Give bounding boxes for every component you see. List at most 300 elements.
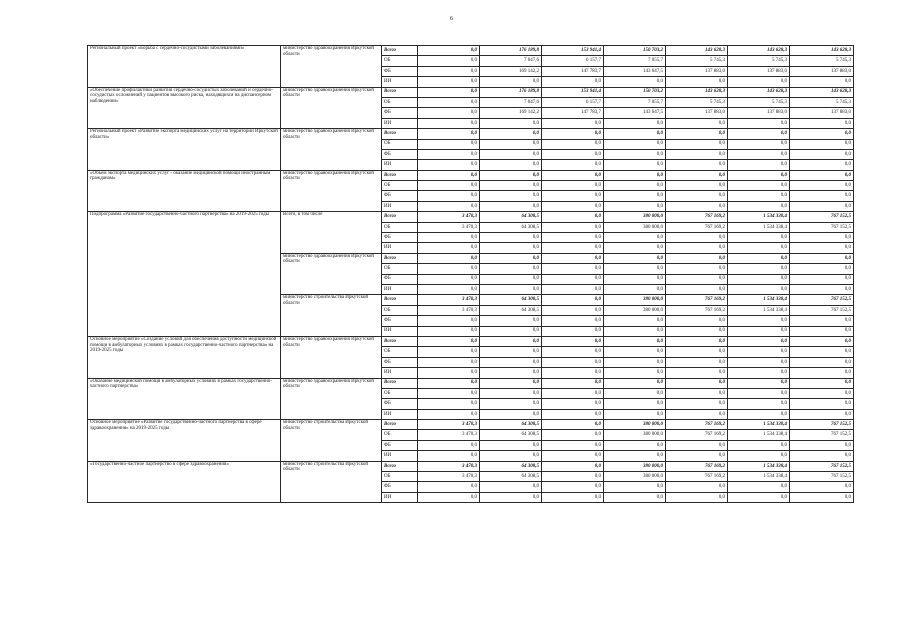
value-cell: 5 745,3 <box>790 56 854 66</box>
value-cell: 137 883,0 <box>790 108 854 118</box>
funding-source-cell: ИИ <box>382 492 418 502</box>
funding-source-cell: ИИ <box>382 118 418 128</box>
value-cell: 0,0 <box>790 243 854 253</box>
value-cell: 0,0 <box>728 388 790 398</box>
value-cell: 0,0 <box>728 492 790 502</box>
value-cell: 0,0 <box>542 118 604 128</box>
value-cell: 0,0 <box>542 347 604 357</box>
value-cell: 1 534 338,4 <box>728 295 790 305</box>
program-name-cell: «Оказание медицинской помощи в амбулаторных условиях в рамках государственно-частного партнерства» <box>88 378 281 420</box>
value-cell: 0,0 <box>790 129 854 139</box>
value-cell: 0,0 <box>480 347 542 357</box>
funding-source-cell: Всего <box>382 253 418 263</box>
value-cell: 0,0 <box>728 482 790 492</box>
value-cell: 0,0 <box>542 326 604 336</box>
funding-source-cell: ИИ <box>382 243 418 253</box>
funding-source-cell: ФБ <box>382 357 418 367</box>
value-cell: 0,0 <box>790 357 854 367</box>
value-cell: 0,0 <box>542 160 604 170</box>
value-cell: 143 628,3 <box>728 87 790 97</box>
value-cell: 64 308,5 <box>480 420 542 430</box>
value-cell: 0,0 <box>418 191 480 201</box>
program-name-cell: «Обеспечение профилактики развития сердечно-сосудистых заболеваний и сердечно-сосудистых осложнений у пациентов высокого риска, находящихся на диспансерном наблюдении» <box>88 87 281 129</box>
value-cell: 0,0 <box>604 357 666 367</box>
table-row <box>88 336 854 346</box>
value-cell: 0,0 <box>666 482 728 492</box>
program-name-cell: Основное мероприятие «Создание условий для обеспечения доступности медицинской помощи в амбулаторных условиях в рамках государственно-частного партнерства» на 2019-2025 годы <box>88 336 281 378</box>
executor-cell: министерство здравоохранения Иркутской области <box>281 336 382 378</box>
funding-source-cell: ФБ <box>382 274 418 284</box>
value-cell: 0,0 <box>542 233 604 243</box>
value-cell: 767 169,2 <box>666 420 728 430</box>
value-cell: 0,0 <box>666 451 728 461</box>
value-cell: 0,0 <box>790 326 854 336</box>
value-cell: 3 470,3 <box>418 472 480 482</box>
value-cell: 0,0 <box>728 139 790 149</box>
value-cell: 153 941,4 <box>542 87 604 97</box>
value-cell: 0,0 <box>666 388 728 398</box>
value-cell: 380 000,0 <box>604 430 666 440</box>
value-cell: 0,0 <box>480 368 542 378</box>
value-cell: 0,0 <box>418 451 480 461</box>
value-cell: 0,0 <box>790 492 854 502</box>
value-cell: 0,0 <box>480 482 542 492</box>
value-cell: 0,0 <box>418 118 480 128</box>
value-cell: 0,0 <box>728 357 790 367</box>
value-cell: 0,0 <box>666 170 728 180</box>
value-cell: 380 000,0 <box>604 212 666 222</box>
program-name-cell: «Объем экспорта медицинских услуг - оказание медицинской помощи иностранным гражданам» <box>88 170 281 212</box>
funding-source-cell: Всего <box>382 420 418 430</box>
value-cell: 0,0 <box>604 233 666 243</box>
value-cell: 0,0 <box>542 129 604 139</box>
value-cell: 1 534 338,4 <box>728 430 790 440</box>
value-cell: 0,0 <box>790 139 854 149</box>
value-cell: 176 189,8 <box>480 46 542 56</box>
value-cell: 0,0 <box>542 274 604 284</box>
funding-source-cell: Всего <box>382 170 418 180</box>
table-row <box>88 461 854 471</box>
program-name-cell: «Государственно-частное партнерство в сфере здравоохранения» <box>88 461 281 503</box>
value-cell: 0,0 <box>790 264 854 274</box>
value-cell: 0,0 <box>418 56 480 66</box>
value-cell: 0,0 <box>418 77 480 87</box>
value-cell: 0,0 <box>542 378 604 388</box>
funding-source-cell: ОБ <box>382 97 418 107</box>
value-cell: 0,0 <box>728 77 790 87</box>
value-cell: 0,0 <box>666 492 728 502</box>
program-name-cell: Основное мероприятие «Развитие государственно-частного партнерства в сфере здравоохранения» на 2019-2025 годы <box>88 420 281 462</box>
value-cell: 5 745,3 <box>666 56 728 66</box>
value-cell: 0,0 <box>542 139 604 149</box>
funding-source-cell: ОБ <box>382 56 418 66</box>
value-cell: 0,0 <box>480 492 542 502</box>
page-number: 6 <box>450 16 453 22</box>
funding-source-cell: Всего <box>382 212 418 222</box>
value-cell: 137 883,0 <box>790 66 854 76</box>
value-cell: 0,0 <box>542 149 604 159</box>
funding-source-cell: ФБ <box>382 66 418 76</box>
value-cell: 0,0 <box>418 149 480 159</box>
value-cell: 0,0 <box>418 316 480 326</box>
value-cell: 0,0 <box>480 77 542 87</box>
funding-source-cell: ОБ <box>382 305 418 315</box>
table-row <box>88 170 854 180</box>
value-cell: 0,0 <box>790 316 854 326</box>
value-cell: 64 308,5 <box>480 212 542 222</box>
value-cell: 0,0 <box>666 129 728 139</box>
value-cell: 0,0 <box>666 336 728 346</box>
value-cell: 0,0 <box>790 253 854 263</box>
value-cell: 0,0 <box>542 399 604 409</box>
value-cell: 767 152,5 <box>790 472 854 482</box>
value-cell: 767 152,5 <box>790 430 854 440</box>
value-cell: 0,0 <box>728 253 790 263</box>
value-cell: 0,0 <box>790 451 854 461</box>
value-cell: 143 628,3 <box>790 87 854 97</box>
value-cell: 0,0 <box>480 191 542 201</box>
value-cell: 0,0 <box>542 451 604 461</box>
value-cell: 5 745,3 <box>666 97 728 107</box>
value-cell: 0,0 <box>666 357 728 367</box>
value-cell: 0,0 <box>542 243 604 253</box>
value-cell: 0,0 <box>790 378 854 388</box>
value-cell: 0,0 <box>542 420 604 430</box>
funding-source-cell: ОБ <box>382 222 418 232</box>
value-cell: 143 647,5 <box>604 108 666 118</box>
value-cell: 0,0 <box>604 316 666 326</box>
funding-source-cell: ИИ <box>382 77 418 87</box>
value-cell: 0,0 <box>418 264 480 274</box>
table-row <box>88 87 854 97</box>
value-cell: 0,0 <box>666 77 728 87</box>
value-cell: 137 883,0 <box>728 108 790 118</box>
funding-source-cell: ФБ <box>382 149 418 159</box>
funding-source-cell: ОБ <box>382 430 418 440</box>
value-cell: 0,0 <box>728 233 790 243</box>
value-cell: 137 883,0 <box>666 66 728 76</box>
value-cell: 0,0 <box>604 336 666 346</box>
value-cell: 0,0 <box>666 264 728 274</box>
value-cell: 1 534 338,4 <box>728 305 790 315</box>
value-cell: 0,0 <box>542 284 604 294</box>
value-cell: 0,0 <box>728 399 790 409</box>
value-cell: 0,0 <box>418 243 480 253</box>
funding-source-cell: ИИ <box>382 409 418 419</box>
value-cell: 7 055,7 <box>604 56 666 66</box>
executor-cell: министерство здравоохранения Иркутской области <box>281 170 382 212</box>
value-cell: 0,0 <box>728 316 790 326</box>
executor-cell: министерство строительства Иркутской области <box>281 420 382 462</box>
executor-cell: министерство здравоохранения Иркутской области <box>281 87 382 129</box>
funding-source-cell: ФБ <box>382 233 418 243</box>
value-cell: 0,0 <box>418 440 480 450</box>
value-cell: 0,0 <box>542 170 604 180</box>
value-cell: 0,0 <box>666 347 728 357</box>
value-cell: 0,0 <box>728 129 790 139</box>
value-cell: 0,0 <box>666 440 728 450</box>
value-cell: 0,0 <box>790 118 854 128</box>
value-cell: 0,0 <box>542 77 604 87</box>
value-cell: 64 308,5 <box>480 472 542 482</box>
value-cell: 143 628,3 <box>728 46 790 56</box>
value-cell: 0,0 <box>666 253 728 263</box>
funding-source-cell: ОБ <box>382 472 418 482</box>
value-cell: 767 152,5 <box>790 212 854 222</box>
value-cell: 1 534 338,4 <box>728 222 790 232</box>
value-cell: 0,0 <box>480 409 542 419</box>
value-cell: 176 189,8 <box>480 87 542 97</box>
value-cell: 0,0 <box>604 181 666 191</box>
value-cell: 0,0 <box>418 87 480 97</box>
budget-table <box>87 45 854 503</box>
value-cell: 0,0 <box>604 149 666 159</box>
value-cell: 0,0 <box>542 181 604 191</box>
value-cell: 0,0 <box>728 368 790 378</box>
value-cell: 0,0 <box>604 326 666 336</box>
executor-cell: министерство здравоохранения Иркутской области <box>281 378 382 420</box>
value-cell: 0,0 <box>790 409 854 419</box>
value-cell: 380 000,0 <box>604 305 666 315</box>
value-cell: 0,0 <box>666 378 728 388</box>
value-cell: 0,0 <box>604 201 666 211</box>
value-cell: 0,0 <box>418 170 480 180</box>
value-cell: 0,0 <box>604 118 666 128</box>
value-cell: 767 169,2 <box>666 461 728 471</box>
funding-source-cell: Всего <box>382 461 418 471</box>
value-cell: 64 308,5 <box>480 222 542 232</box>
value-cell: 0,0 <box>480 233 542 243</box>
value-cell: 0,0 <box>418 97 480 107</box>
value-cell: 3 470,3 <box>418 212 480 222</box>
table-row <box>88 46 854 56</box>
value-cell: 0,0 <box>728 181 790 191</box>
funding-source-cell: ФБ <box>382 191 418 201</box>
value-cell: 0,0 <box>480 160 542 170</box>
program-name-cell: Региональный проект «Борьба с сердечно-сосудистыми заболеваниями» <box>88 46 281 88</box>
funding-source-cell: Всего <box>382 295 418 305</box>
value-cell: 767 169,2 <box>666 472 728 482</box>
funding-source-cell: ИИ <box>382 451 418 461</box>
value-cell: 0,0 <box>790 201 854 211</box>
value-cell: 0,0 <box>790 368 854 378</box>
value-cell: 0,0 <box>542 305 604 315</box>
value-cell: 0,0 <box>480 253 542 263</box>
value-cell: 150 703,2 <box>604 87 666 97</box>
value-cell: 0,0 <box>604 347 666 357</box>
value-cell: 0,0 <box>480 378 542 388</box>
value-cell: 64 308,5 <box>480 461 542 471</box>
value-cell: 0,0 <box>418 129 480 139</box>
value-cell: 0,0 <box>542 191 604 201</box>
value-cell: 0,0 <box>790 347 854 357</box>
value-cell: 143 628,3 <box>666 46 728 56</box>
funding-source-cell: ИИ <box>382 284 418 294</box>
value-cell: 0,0 <box>728 347 790 357</box>
value-cell: 1 534 338,4 <box>728 212 790 222</box>
value-cell: 0,0 <box>666 233 728 243</box>
value-cell: 0,0 <box>418 46 480 56</box>
value-cell: 767 152,5 <box>790 461 854 471</box>
value-cell: 143 628,3 <box>790 46 854 56</box>
value-cell: 6 157,7 <box>542 97 604 107</box>
funding-source-cell: ОБ <box>382 139 418 149</box>
value-cell: 767 169,2 <box>666 222 728 232</box>
value-cell: 0,0 <box>790 149 854 159</box>
value-cell: 0,0 <box>418 201 480 211</box>
value-cell: 0,0 <box>418 284 480 294</box>
value-cell: 0,0 <box>604 264 666 274</box>
value-cell: 0,0 <box>666 316 728 326</box>
value-cell: 3 470,3 <box>418 222 480 232</box>
value-cell: 0,0 <box>542 409 604 419</box>
value-cell: 5 745,3 <box>728 97 790 107</box>
value-cell: 0,0 <box>666 181 728 191</box>
value-cell: 0,0 <box>666 399 728 409</box>
value-cell: 0,0 <box>418 399 480 409</box>
value-cell: 3 470,3 <box>418 305 480 315</box>
value-cell: 0,0 <box>480 357 542 367</box>
value-cell: 0,0 <box>604 170 666 180</box>
value-cell: 147 783,7 <box>542 66 604 76</box>
value-cell: 380 000,0 <box>604 222 666 232</box>
value-cell: 0,0 <box>542 472 604 482</box>
value-cell: 0,0 <box>418 492 480 502</box>
executor-cell: Всего, в том числе <box>281 212 382 254</box>
value-cell: 0,0 <box>418 253 480 263</box>
value-cell: 0,0 <box>728 284 790 294</box>
value-cell: 0,0 <box>604 399 666 409</box>
value-cell: 0,0 <box>604 77 666 87</box>
funding-source-cell: ИИ <box>382 160 418 170</box>
value-cell: 0,0 <box>542 357 604 367</box>
table-row <box>88 212 854 222</box>
program-name-cell: Региональный проект «Развитие экспорта медицинских услуг на территории Иркутской области» <box>88 129 281 171</box>
value-cell: 0,0 <box>418 233 480 243</box>
value-cell: 0,0 <box>604 409 666 419</box>
value-cell: 143 628,3 <box>666 87 728 97</box>
funding-source-cell: ОБ <box>382 388 418 398</box>
value-cell: 0,0 <box>790 181 854 191</box>
value-cell: 0,0 <box>790 274 854 284</box>
value-cell: 7 047,6 <box>480 97 542 107</box>
value-cell: 0,0 <box>666 368 728 378</box>
value-cell: 0,0 <box>542 430 604 440</box>
funding-source-cell: ФБ <box>382 440 418 450</box>
value-cell: 0,0 <box>418 482 480 492</box>
value-cell: 0,0 <box>604 243 666 253</box>
value-cell: 0,0 <box>418 409 480 419</box>
value-cell: 0,0 <box>480 118 542 128</box>
value-cell: 64 308,5 <box>480 295 542 305</box>
value-cell: 380 000,0 <box>604 295 666 305</box>
value-cell: 0,0 <box>418 378 480 388</box>
value-cell: 0,0 <box>728 336 790 346</box>
funding-source-cell: ФБ <box>382 482 418 492</box>
value-cell: 0,0 <box>728 378 790 388</box>
value-cell: 767 152,5 <box>790 420 854 430</box>
value-cell: 0,0 <box>790 160 854 170</box>
value-cell: 0,0 <box>542 264 604 274</box>
value-cell: 0,0 <box>480 264 542 274</box>
value-cell: 7 047,6 <box>480 56 542 66</box>
value-cell: 0,0 <box>728 149 790 159</box>
value-cell: 0,0 <box>666 160 728 170</box>
funding-source-cell: ОБ <box>382 181 418 191</box>
table-row <box>88 129 854 139</box>
value-cell: 0,0 <box>790 233 854 243</box>
value-cell: 0,0 <box>790 191 854 201</box>
value-cell: 0,0 <box>604 160 666 170</box>
value-cell: 3 470,3 <box>418 461 480 471</box>
value-cell: 0,0 <box>666 326 728 336</box>
value-cell: 0,0 <box>480 326 542 336</box>
value-cell: 0,0 <box>666 274 728 284</box>
funding-source-cell: ФБ <box>382 316 418 326</box>
value-cell: 5 745,3 <box>790 97 854 107</box>
value-cell: 0,0 <box>666 409 728 419</box>
value-cell: 767 152,5 <box>790 305 854 315</box>
value-cell: 0,0 <box>604 284 666 294</box>
value-cell: 0,0 <box>480 129 542 139</box>
value-cell: 0,0 <box>542 368 604 378</box>
funding-source-cell: ИИ <box>382 201 418 211</box>
value-cell: 0,0 <box>728 451 790 461</box>
value-cell: 0,0 <box>604 129 666 139</box>
value-cell: 1 534 338,4 <box>728 472 790 482</box>
value-cell: 0,0 <box>418 326 480 336</box>
value-cell: 767 169,2 <box>666 305 728 315</box>
value-cell: 0,0 <box>728 326 790 336</box>
value-cell: 0,0 <box>666 191 728 201</box>
value-cell: 0,0 <box>604 378 666 388</box>
value-cell: 169 142,2 <box>480 66 542 76</box>
value-cell: 0,0 <box>790 284 854 294</box>
value-cell: 0,0 <box>728 440 790 450</box>
value-cell: 0,0 <box>418 139 480 149</box>
value-cell: 1 534 338,4 <box>728 461 790 471</box>
value-cell: 0,0 <box>418 336 480 346</box>
value-cell: 0,0 <box>480 149 542 159</box>
value-cell: 0,0 <box>790 388 854 398</box>
value-cell: 3 470,3 <box>418 420 480 430</box>
value-cell: 0,0 <box>542 440 604 450</box>
value-cell: 0,0 <box>418 347 480 357</box>
value-cell: 143 647,5 <box>604 66 666 76</box>
value-cell: 767 152,5 <box>790 295 854 305</box>
value-cell: 0,0 <box>480 181 542 191</box>
funding-source-cell: ОБ <box>382 264 418 274</box>
value-cell: 0,0 <box>790 77 854 87</box>
value-cell: 0,0 <box>480 170 542 180</box>
table-row <box>88 378 854 388</box>
value-cell: 0,0 <box>542 388 604 398</box>
value-cell: 0,0 <box>480 201 542 211</box>
value-cell: 0,0 <box>790 440 854 450</box>
value-cell: 0,0 <box>604 191 666 201</box>
value-cell: 0,0 <box>728 201 790 211</box>
funding-source-cell: ИИ <box>382 368 418 378</box>
value-cell: 153 941,4 <box>542 46 604 56</box>
table-row <box>88 420 854 430</box>
value-cell: 5 745,3 <box>728 56 790 66</box>
value-cell: 3 470,3 <box>418 430 480 440</box>
value-cell: 0,0 <box>790 482 854 492</box>
value-cell: 0,0 <box>542 201 604 211</box>
value-cell: 0,0 <box>418 181 480 191</box>
executor-cell: министерство здравоохранения Иркутской области <box>281 253 382 295</box>
executor-cell: министерство строительства Иркутской области <box>281 461 382 503</box>
